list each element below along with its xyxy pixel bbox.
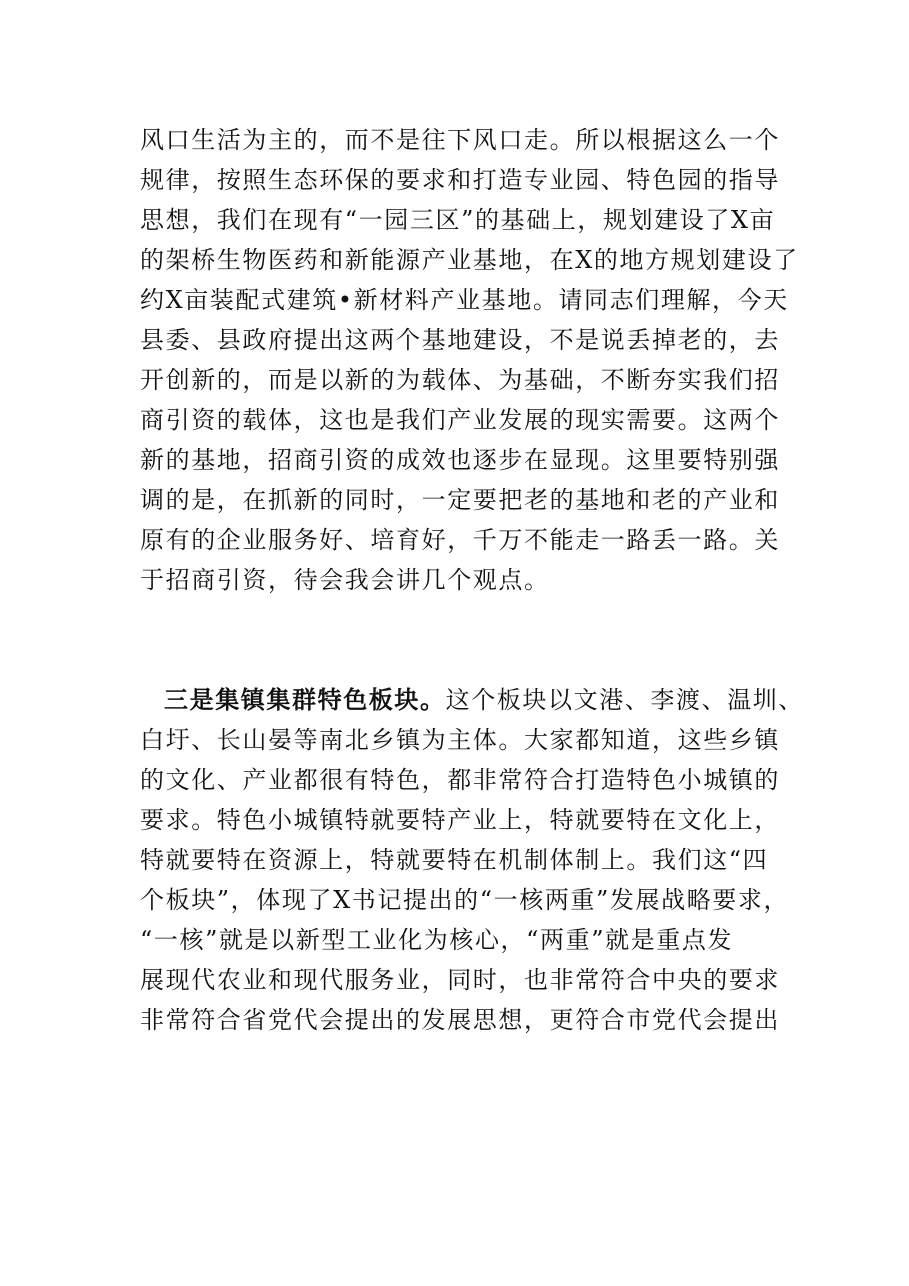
paragraph-line: 商引资的载体，这也是我们产业发展的现实需要。这两个: [140, 406, 780, 434]
paragraph-line: 个板块”，体现了X书记提出的“一核两重”发展战略要求，: [140, 886, 790, 914]
paragraph-line: 的文化、产业都很有特色，都非常符合打造特色小城镇的: [140, 766, 780, 794]
paragraph-line: 的架桥生物医药和新能源产业基地，在X的地方规划建设了: [140, 246, 799, 274]
paragraph-line: 思想，我们在现有“一园三区”的基础上，规划建设了X亩: [140, 206, 776, 234]
section-lead-heading: 三是集镇集群特色板块。: [164, 686, 446, 714]
paragraph-line: 展现代农业和现代服务业，同时，也非常符合中央的要求: [140, 966, 780, 994]
paragraph-line: 特就要特在资源上，特就要特在机制体制上。我们这“四: [140, 846, 769, 874]
paragraph-line: 风口生活为主的，而不是往下风口走。所以根据这么一个: [140, 126, 780, 154]
paragraph-line: 调的是，在抓新的同时，一定要把老的基地和老的产业和: [140, 486, 780, 514]
paragraph-line: 于招商引资，待会我会讲几个观点。: [140, 566, 550, 594]
paragraph-line: “一核”就是以新型工业化为核心，“两重”就是重点发: [140, 926, 734, 954]
paragraph-line: 白圩、长山晏等南北乡镇为主体。大家都知道，这些乡镇: [140, 726, 780, 754]
paragraph-line: 非常符合省党代会提出的发展思想，更符合市党代会提出: [140, 1006, 780, 1034]
paragraph-line: 开创新的，而是以新的为载体、为基础，不断夯实我们招: [140, 366, 780, 394]
paragraph-line: 新的基地，招商引资的成效也逐步在显现。这里要特别强: [140, 446, 780, 474]
paragraph-1: [140, 120, 799, 600]
paragraph-2: [140, 680, 805, 1040]
paragraph-line: 约X亩装配式建筑•新材料产业基地。请同志们理解，今天: [140, 286, 789, 314]
paragraph-line: 规律，按照生态环保的要求和打造专业园、特色园的指导: [140, 166, 780, 194]
paragraph-line: 县委、县政府提出这两个基地建设，不是说丢掉老的，去: [140, 326, 780, 354]
paragraph-line-rest: 这个板块以文港、李渡、温圳、: [445, 686, 805, 714]
paragraph-first-line: [140, 680, 805, 720]
paragraph-line: 要求。特色小城镇特就要特产业上，特就要特在文化上，: [140, 806, 780, 834]
paragraph-line: 原有的企业服务好、培育好，千万不能走一路丢一路。关: [140, 526, 780, 554]
